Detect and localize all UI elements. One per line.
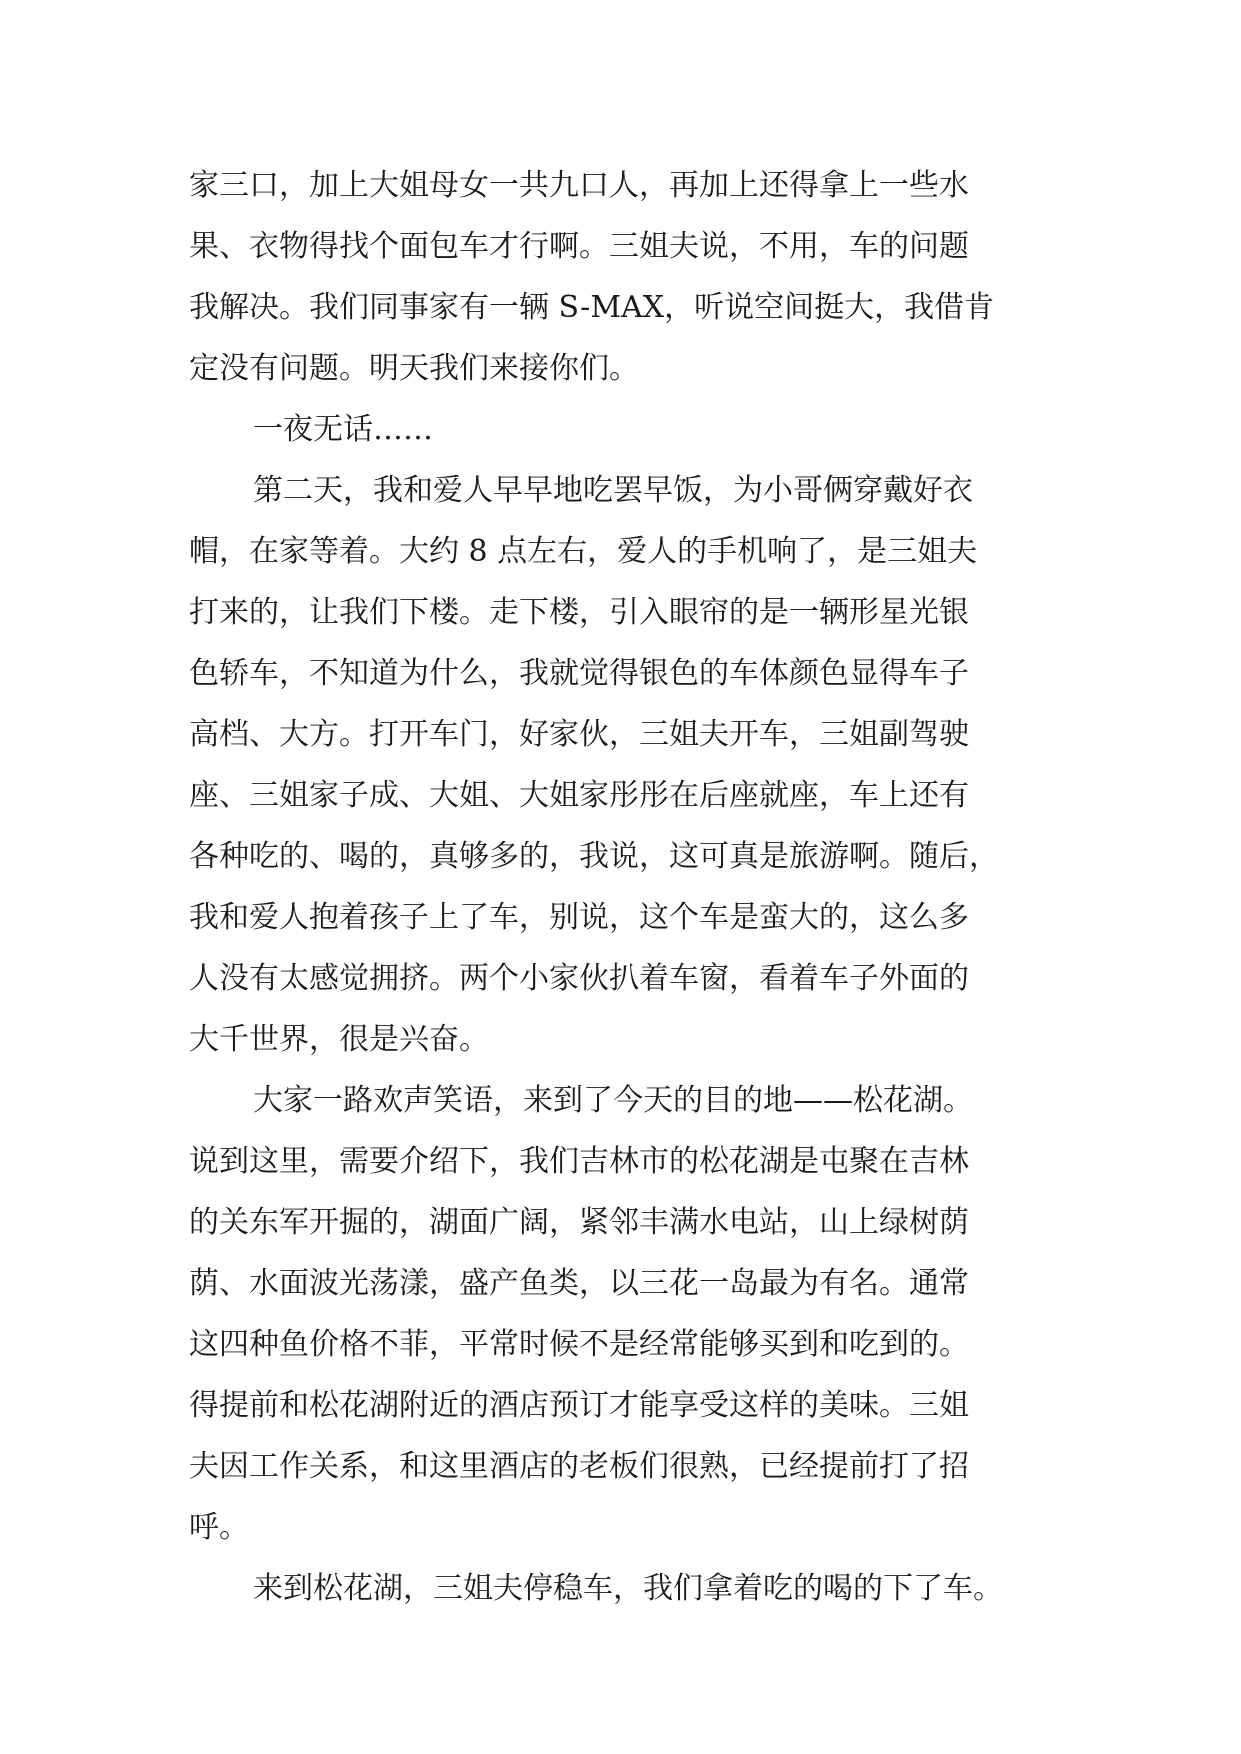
document-body: [189, 155, 1074, 1619]
paragraph: 来到松花湖，三姐夫停稳车，我们拿着吃的喝的下了车。: [253, 1571, 1003, 1606]
paragraph: 第二天，我和爱人早早地吃罢早饭，为小哥俩穿戴好衣 帽，在家等着。大约 8 点左右，爱人的手机响了，是三姐夫 打来的，让我们下楼。走下楼，引入眼帘的是一辆形星光银 色轿车，不知道为什么，我就觉得银色的车体颜色显得车子 高档、大方。打开车门，好家伙，三姐夫开车，三姐副驾驶 座、三姐家子成、大姐、大姐家彤彤在后座就座，车上还有 各种吃的、喝的，真够多的，我说，这可真是旅游啊。随后， 我和爱人抱着孩子上了车，别说，这个车是蛮大的，这么多 人没有太感觉拥挤。两个小家伙扒着车窗，看着车子外面的 大千世界，很是兴奋。: [189, 473, 999, 1057]
paragraph: 家三口，加上大姐母女一共九口人，再加上还得拿上一些水 果、衣物得找个面包车才行啊。三姐夫说，不用，车的问题 我解决。我们同事家有一辆 S-MAX，听说空间挺大，我借肯 定没有问题。明天我们来接你们。: [189, 168, 995, 386]
paragraph: 大家一路欢声笑语，来到了今天的目的地——松花湖。 说到这里，需要介绍下，我们吉林市的松花湖是屯聚在吉林 的关东军开掘的，湖面广阔，紧邻丰满水电站，山上绿树荫 荫、水面波光荡漾，盛产鱼类，以三花一岛最为有名。通常 这四种鱼价格不菲，平常时候不是经常能够买到和吃到的。 得提前和松花湖附近的酒店预订才能享受这样的美味。三姐 夫因工作关系，和这里酒店的老板们很熟，已经提前打了招 呼。: [189, 1083, 973, 1545]
paragraph: 一夜无话……: [253, 412, 433, 447]
